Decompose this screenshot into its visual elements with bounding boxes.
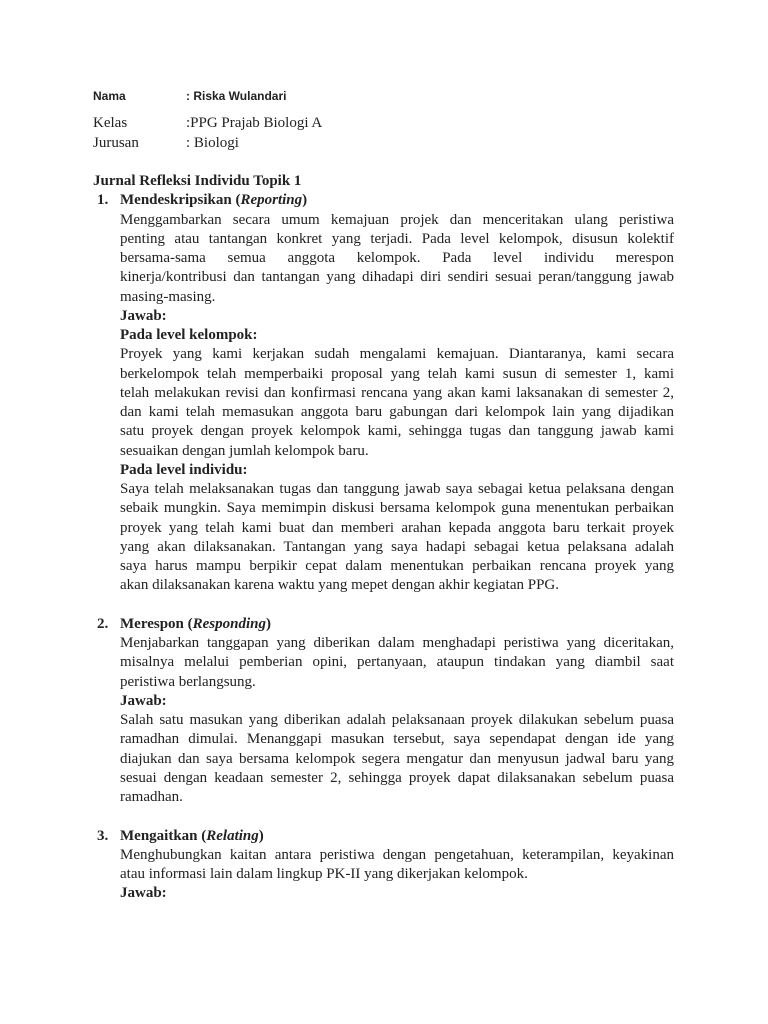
section-title (120, 827, 264, 846)
answer-line: ramadhan. (120, 789, 183, 806)
section-number: 1. (97, 192, 109, 209)
answer-label: Jawab: (120, 885, 167, 902)
section-responding (93, 615, 674, 808)
answer-line: berkelompok telah memperbaiki proposal yang telah kami susun di semester 1, kami (120, 365, 674, 382)
answer-line: Proyek yang kami kerjakan sudah mengalami kemajuan. Diantaranya, kami secara (120, 346, 674, 363)
section-term: Responding (192, 615, 266, 632)
prompt-line: misalnya melalui pemberian opini, pertanyaan, ataupun tindakan yang diambil saat (120, 654, 674, 671)
answer-line: saya harus mampu berpikir cepat dalam menentukan perbaikan rencana proyek yang (120, 558, 674, 575)
section-reporting (93, 191, 674, 595)
answer-line: akan dilaksanakan karena waktu yang mepet dengan akhir kegiatan PPG. (120, 577, 560, 594)
answer-line: yang akan dilaksanakan. Tantangan yang saya hadapi sebagai ketua pelaksana adalah (120, 538, 674, 555)
blank-line (93, 153, 674, 172)
answer-line: Saya telah melaksanakan tugas dan tanggung jawab saya sebagai ketua pelaksana dengan (120, 481, 674, 498)
prompt-line: Menjabarkan tanggapan yang diberikan dalam menghadapi peristiwa yang diceritakan, (120, 635, 674, 652)
section-title-text: Merespon ( (120, 615, 193, 632)
prompt-line: atau informasi lain dalam lingkup PK-II yang dikerjakan kelompok. (120, 866, 528, 883)
document-title: Jurnal Refleksi Individu Topik 1 (93, 173, 302, 190)
answer-line: telah melakukan revisi dan konfirmasi rencana yang akan kami laksanakan di semester 2, (120, 384, 674, 401)
section-title-text: Mengaitkan ( (120, 827, 207, 844)
section-number: 3. (97, 827, 109, 844)
answer-line: ramadhan dimulai. Menanggapi masukan tersebut, saya sependapat dengan ide yang (120, 731, 674, 748)
prompt-line: kinerja/kontribusi dan tantangan yang dihadapi diri sendiri sesuai peran/tanggung jawab (120, 269, 674, 286)
blank-line (93, 807, 674, 826)
section-title-close: ) (266, 615, 271, 632)
section-number: 2. (97, 615, 109, 632)
major-field (93, 134, 674, 153)
answer-line: Salah satu masukan yang diberikan adalah pelaksanaan proyek dilakukan sebelum puasa (120, 712, 674, 729)
section-heading (93, 191, 674, 210)
document-body (93, 114, 674, 903)
answer-line: satu proyek dengan proyek kelompok kami, sehingga tugas dan tanggung jawab kami (120, 423, 674, 440)
prompt-line: penting atau tantangan konkret yang terjadi. Pada level kelompok, disusun kolektif (120, 230, 674, 247)
answer-label: Jawab: (120, 692, 167, 709)
section-heading (93, 615, 674, 634)
answer-line: diajukan dan saya bersama kelompok segera mengatur dan menyusun jadwal baru yang (120, 750, 674, 767)
section-relating (93, 827, 674, 904)
prompt-line: Menggambarkan secara umum kemajuan projek dan menceritakan ulang peristiwa (120, 211, 674, 228)
name-label: Nama (93, 89, 126, 103)
section-term: Reporting (240, 192, 303, 209)
answer-line: sebaik mungkin. Saya memimpin diskusi bersama kelompok guna menentukan perbaikan (120, 500, 674, 517)
section-title (120, 615, 271, 634)
major-value: : Biologi (186, 134, 239, 151)
prompt-line: masing-masing. (120, 288, 216, 305)
name-field (93, 88, 393, 104)
answer-line: dan kami telah memasukan anggota baru gabungan dari kelompok lain yang dijadikan (120, 404, 674, 421)
section-title-close: ) (258, 827, 264, 844)
major-label: Jurusan (93, 134, 139, 151)
subheading-individual-level: Pada level individu: (120, 461, 248, 478)
prompt-line: Menghubungkan kaitan antara peristiwa dengan pengetahuan, keterampilan, keyakinan (120, 846, 674, 863)
section-title-close: ) (302, 192, 308, 209)
blank-line (93, 596, 674, 615)
name-value: : Riska Wulandari (186, 89, 287, 103)
subheading-group-level: Pada level kelompok: (120, 327, 258, 344)
class-label: Kelas (93, 115, 128, 132)
answer-line: proyek yang telah kami buat dan memberi arahan kepada anggota baru terkait proyek (120, 519, 674, 536)
answer-label: Jawab: (120, 307, 167, 324)
class-value: :PPG Prajab Biologi A (186, 115, 323, 132)
answer-line: sesuai dengan keadaan semester 2, sehingga proyek dapat dilaksanakan sebelum puasa (120, 769, 674, 786)
answer-line: sesuaikan dengan jumlah kelompok baru. (120, 442, 369, 459)
section-heading (93, 827, 674, 846)
section-term: Relating (206, 827, 259, 844)
prompt-line: bersama-sama semua anggota kelompok. Pada level individu merespon (120, 250, 674, 267)
class-field (93, 114, 674, 133)
prompt-line: peristiwa berlangsung. (120, 673, 256, 690)
section-title (120, 191, 307, 210)
section-title-text: Mendeskripsikan ( (120, 192, 241, 209)
